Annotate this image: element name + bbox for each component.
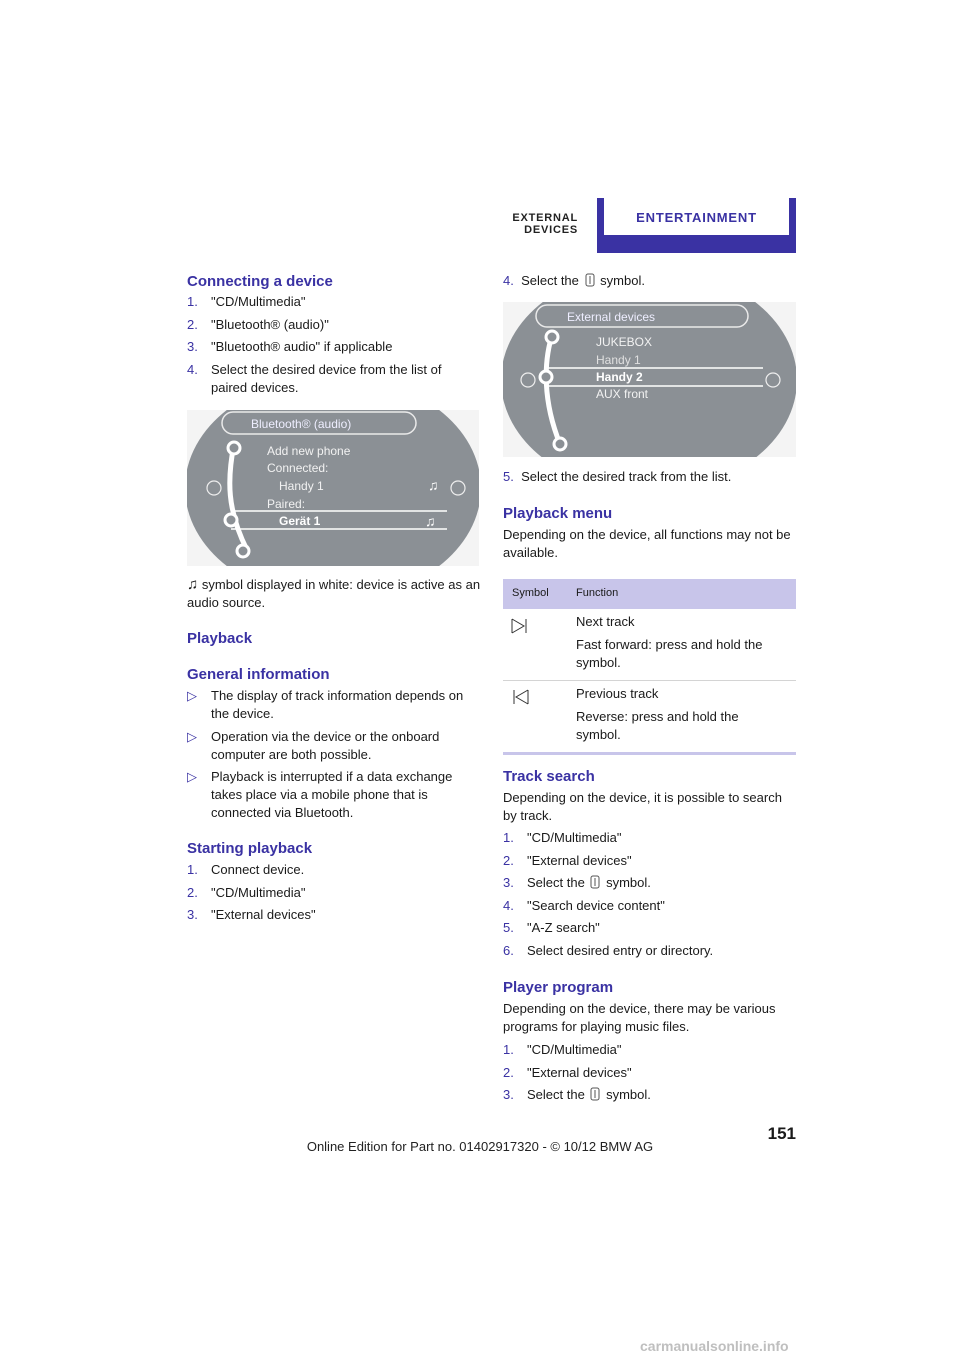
chapter-tab	[597, 198, 796, 253]
external-device-icon	[585, 273, 595, 287]
external-device-icon	[590, 1087, 600, 1101]
table-cell: Reverse: press and hold the symbol.	[576, 709, 739, 742]
player-program-intro: Depending on the device, there may be various programs for playing music files.	[503, 1001, 776, 1034]
screen-item: AUX front	[596, 387, 649, 401]
music-note-icon: ♫	[187, 576, 199, 593]
list-item: 4. "Search device content"	[503, 897, 665, 913]
screen-item: Connected:	[267, 461, 329, 475]
screen-item: Handy 1	[596, 353, 641, 367]
player-program-heading: Player program	[503, 979, 614, 996]
step-4: 4. Select the symbol.	[503, 273, 645, 288]
footer: Online Edition for Part no. 01402917320 - © 10/12 BMW AG	[306, 1139, 654, 1154]
track-search-steps	[503, 829, 796, 964]
external-device-icon	[590, 875, 600, 889]
section-header: EXTERNAL DEVICES	[512, 212, 578, 236]
track-search-intro: Depending on the device, it is possible to search by track.	[503, 790, 782, 823]
screen-item: Add new phone	[267, 444, 351, 458]
table-header-function: Function	[576, 587, 619, 599]
list-item: 2. "External devices"	[503, 1064, 632, 1080]
list-item: 5. "A-Z search"	[503, 920, 600, 935]
list-item: 1. "CD/Multimedia"	[503, 830, 622, 845]
previous-track-icon	[511, 689, 529, 705]
screen-title: External devices	[567, 310, 656, 324]
list-item: 4. Select the desired device from the list of paired devices.	[187, 361, 442, 395]
symbol-function-table	[503, 579, 796, 755]
list-item: ▷ Playback is interrupted if a data exchange takes place via a mobile phone that is connected via Bluetooth.	[187, 769, 453, 820]
list-item: 2. "Bluetooth® (audio)"	[187, 316, 329, 332]
list-item: 1. Connect device.	[187, 862, 305, 877]
general-info-heading: General information	[187, 666, 330, 683]
general-info-bullets	[187, 687, 479, 827]
table-cell: Previous track	[576, 686, 659, 701]
screen-item: Handy 1	[279, 479, 324, 493]
playback-menu-heading: Playback menu	[503, 505, 613, 522]
list-item: 3. Select the symbol.	[503, 1087, 651, 1102]
screen-item: Gerät 1	[279, 514, 321, 528]
chapter-title: ENTERTAINMENT	[636, 210, 757, 225]
svg-text:♫: ♫	[425, 513, 436, 529]
next-track-icon	[511, 618, 529, 634]
bluetooth-audio-screenshot	[187, 410, 479, 566]
watermark: carmanualsonline.info	[640, 1338, 789, 1354]
list-item: 3. Select the symbol.	[503, 875, 651, 890]
list-item: 3. "Bluetooth® audio" if applicable	[187, 339, 393, 354]
list-item: 3. "External devices"	[187, 907, 316, 922]
list-item: 1. "CD/Multimedia"	[503, 1042, 622, 1057]
connecting-steps	[187, 293, 479, 401]
list-item: ▷ Operation via the device or the onboard computer are both possible.	[187, 728, 440, 762]
list-item: 1. "CD/Multimedia"	[187, 294, 306, 309]
external-devices-screenshot	[503, 302, 796, 457]
screen-item: JUKEBOX	[596, 335, 653, 349]
playback-menu-intro: Depending on the device, all functions may not be available.	[503, 527, 791, 560]
svg-text:♫: ♫	[428, 477, 439, 493]
starting-playback-heading: Starting playback	[187, 840, 313, 857]
table-cell: Fast forward: press and hold the symbol.	[576, 637, 763, 670]
playback-heading: Playback	[187, 630, 253, 647]
page-number: 151	[767, 1124, 796, 1143]
note: ♫ symbol displayed in white: device is active as an audio source.	[187, 576, 481, 610]
list-item: 2. "External devices"	[503, 852, 632, 868]
starting-playback-steps	[187, 861, 479, 929]
list-item: 2. "CD/Multimedia"	[187, 884, 306, 900]
track-search-heading: Track search	[503, 768, 595, 785]
connecting-heading: Connecting a device	[187, 273, 333, 290]
list-item: ▷ The display of track information depends on the device.	[187, 688, 464, 721]
table-cell: Next track	[576, 614, 635, 629]
screen-title: Bluetooth® (audio)	[251, 417, 352, 431]
step-5: 5. Select the desired track from the list.	[503, 469, 732, 484]
screen-item: Handy 2	[596, 370, 643, 384]
table-header-symbol: Symbol	[512, 587, 549, 599]
player-program-steps	[503, 1041, 796, 1109]
list-item: 6. Select desired entry or directory.	[503, 942, 714, 958]
screen-item: Paired:	[267, 497, 306, 511]
